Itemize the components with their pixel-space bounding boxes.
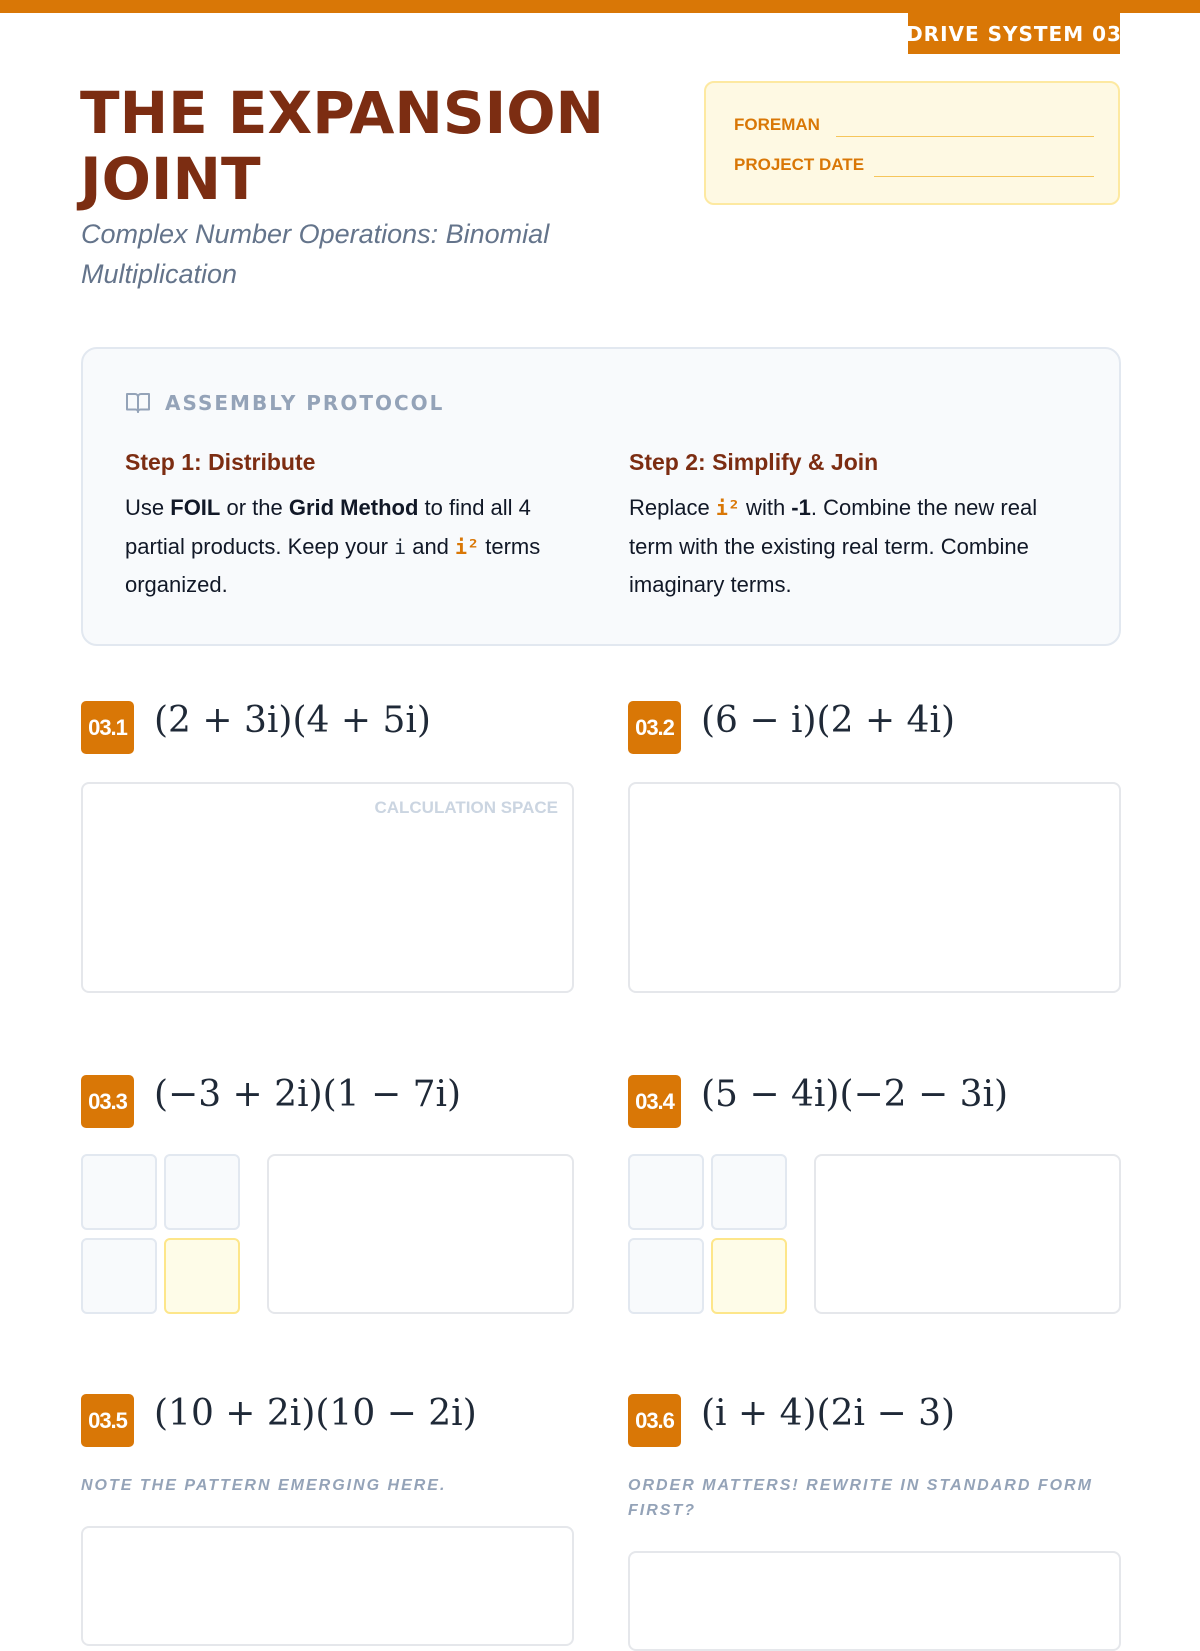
system-tag: DRIVE SYSTEM 03	[908, 13, 1120, 54]
problem-expression: (5 − 4i)(−2 − 3i)	[701, 1074, 1009, 1115]
calculation-space[interactable]	[628, 1551, 1121, 1651]
grid-cell[interactable]	[628, 1238, 704, 1314]
calculation-space-label: CALCULATION SPACE	[374, 798, 558, 817]
page-title-line-2: JOINT	[80, 145, 261, 213]
protocol-heading-text: ASSEMBLY PROTOCOL	[165, 391, 445, 415]
problem-note: ORDER MATTERS! REWRITE IN STANDARD FORM FIRST?	[628, 1477, 1093, 1519]
grid-cell-i-squared[interactable]	[164, 1238, 240, 1314]
problem-badge: 03.6	[628, 1394, 681, 1447]
step-1-body: Use FOIL or the Grid Method to find all 4 partial products. Keep your i and i² terms organized.	[125, 495, 541, 597]
calculation-space[interactable]	[628, 782, 1121, 993]
project-date-field[interactable]	[874, 176, 1094, 177]
calculation-space[interactable]	[81, 782, 574, 993]
step-2-body: Replace i² with -1. Combine the new real term with the existing real term. Combine imaginary terms.	[629, 495, 1038, 597]
answer-box[interactable]	[267, 1154, 574, 1314]
top-accent-bar	[0, 0, 1200, 13]
book-open-icon	[125, 391, 151, 415]
problem-expression: (i + 4)(2i − 3)	[701, 1393, 956, 1434]
problem-badge: 03.1	[81, 701, 134, 754]
grid-cell-i-squared[interactable]	[711, 1238, 787, 1314]
problem-badge: 03.4	[628, 1075, 681, 1128]
calculation-space[interactable]	[81, 1526, 574, 1646]
info-card	[704, 81, 1120, 205]
page-title-line-1: THE EXPANSION	[80, 79, 605, 147]
grid-cell[interactable]	[711, 1154, 787, 1230]
problem-expression: (6 − i)(2 + 4i)	[701, 700, 956, 741]
problem-note: NOTE THE PATTERN EMERGING HERE.	[81, 1477, 447, 1494]
page-subtitle: Complex Number Operations: Binomial Multiplication	[81, 219, 550, 289]
grid-cell[interactable]	[628, 1154, 704, 1230]
foreman-label: FOREMAN	[734, 115, 820, 134]
assembly-protocol-panel	[81, 347, 1121, 646]
step-1-title: Step 1: Distribute	[125, 449, 316, 475]
problem-badge: 03.3	[81, 1075, 134, 1128]
problem-expression: (2 + 3i)(4 + 5i)	[154, 700, 431, 741]
answer-box[interactable]	[814, 1154, 1121, 1314]
step-2-title: Step 2: Simplify & Join	[629, 449, 879, 475]
problem-badge: 03.2	[628, 701, 681, 754]
problem-badge: 03.5	[81, 1394, 134, 1447]
project-date-label: PROJECT DATE	[734, 155, 865, 174]
protocol-heading	[125, 391, 444, 415]
grid-cell[interactable]	[81, 1154, 157, 1230]
problem-expression: (−3 + 2i)(1 − 7i)	[154, 1074, 462, 1115]
grid-cell[interactable]	[164, 1154, 240, 1230]
problem-expression: (10 + 2i)(10 − 2i)	[154, 1393, 477, 1434]
grid-cell[interactable]	[81, 1238, 157, 1314]
foreman-field[interactable]	[836, 136, 1094, 137]
